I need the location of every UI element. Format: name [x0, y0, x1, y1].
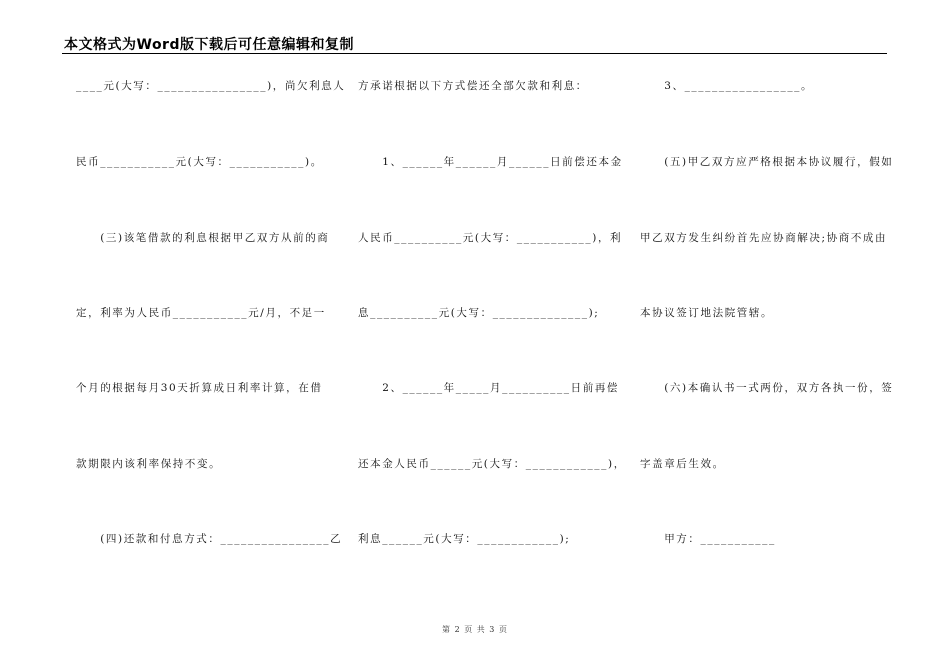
- text-line: 甲方：___________: [640, 533, 776, 545]
- text-line: 本协议签订地法院管辖。: [640, 307, 774, 319]
- text-line: 1、______年______月______日前偿还本金: [358, 156, 623, 168]
- text-column-2: [358, 0, 626, 672]
- page-number: 第 2 页 共 3 页: [442, 625, 508, 634]
- text-line: 字盖章后生效。: [640, 458, 725, 470]
- text-line: 2、______年_____月__________日前再偿: [358, 382, 620, 394]
- text-line: 定，利率为人民币___________元/月，不足一: [76, 307, 326, 319]
- text-line: (五)甲乙双方应严格根据本协议履行，假如: [640, 156, 894, 168]
- text-line: 款期限内该利率保持不变。: [76, 458, 222, 470]
- text-line: 还本金人民币______元(大写：____________)，: [358, 458, 626, 470]
- text-line: 甲乙双方发生纠纷首先应协商解决;协商不成由: [640, 232, 888, 244]
- text-column-1: [76, 0, 346, 672]
- text-line: 3、_________________。: [640, 80, 814, 92]
- text-line: (三)该笔借款的利息根据甲乙双方从前的商: [76, 232, 330, 244]
- text-column-3: [640, 0, 894, 672]
- text-line: 民币___________元(大写：___________)。: [76, 156, 323, 168]
- text-line: ____元(大写：________________)，尚欠利息人: [76, 80, 346, 92]
- text-line: 方承诺根据以下方式偿还全部欠款和利息：: [358, 80, 588, 92]
- text-line: (四)还款和付息方式：________________乙: [76, 533, 343, 545]
- text-line: 利息______元(大写：____________);: [358, 533, 571, 545]
- text-line: 个月的根据每月30天折算成日利率计算，在借: [76, 382, 323, 394]
- text-line: 息__________元(大写：______________);: [358, 307, 600, 319]
- document-header-title: 本文格式为Word版下载后可任意编辑和复制: [64, 37, 354, 53]
- text-line: (六)本确认书一式两份，双方各执一份，签: [640, 382, 894, 394]
- text-line: 人民币__________元(大写：___________)，利: [358, 232, 623, 244]
